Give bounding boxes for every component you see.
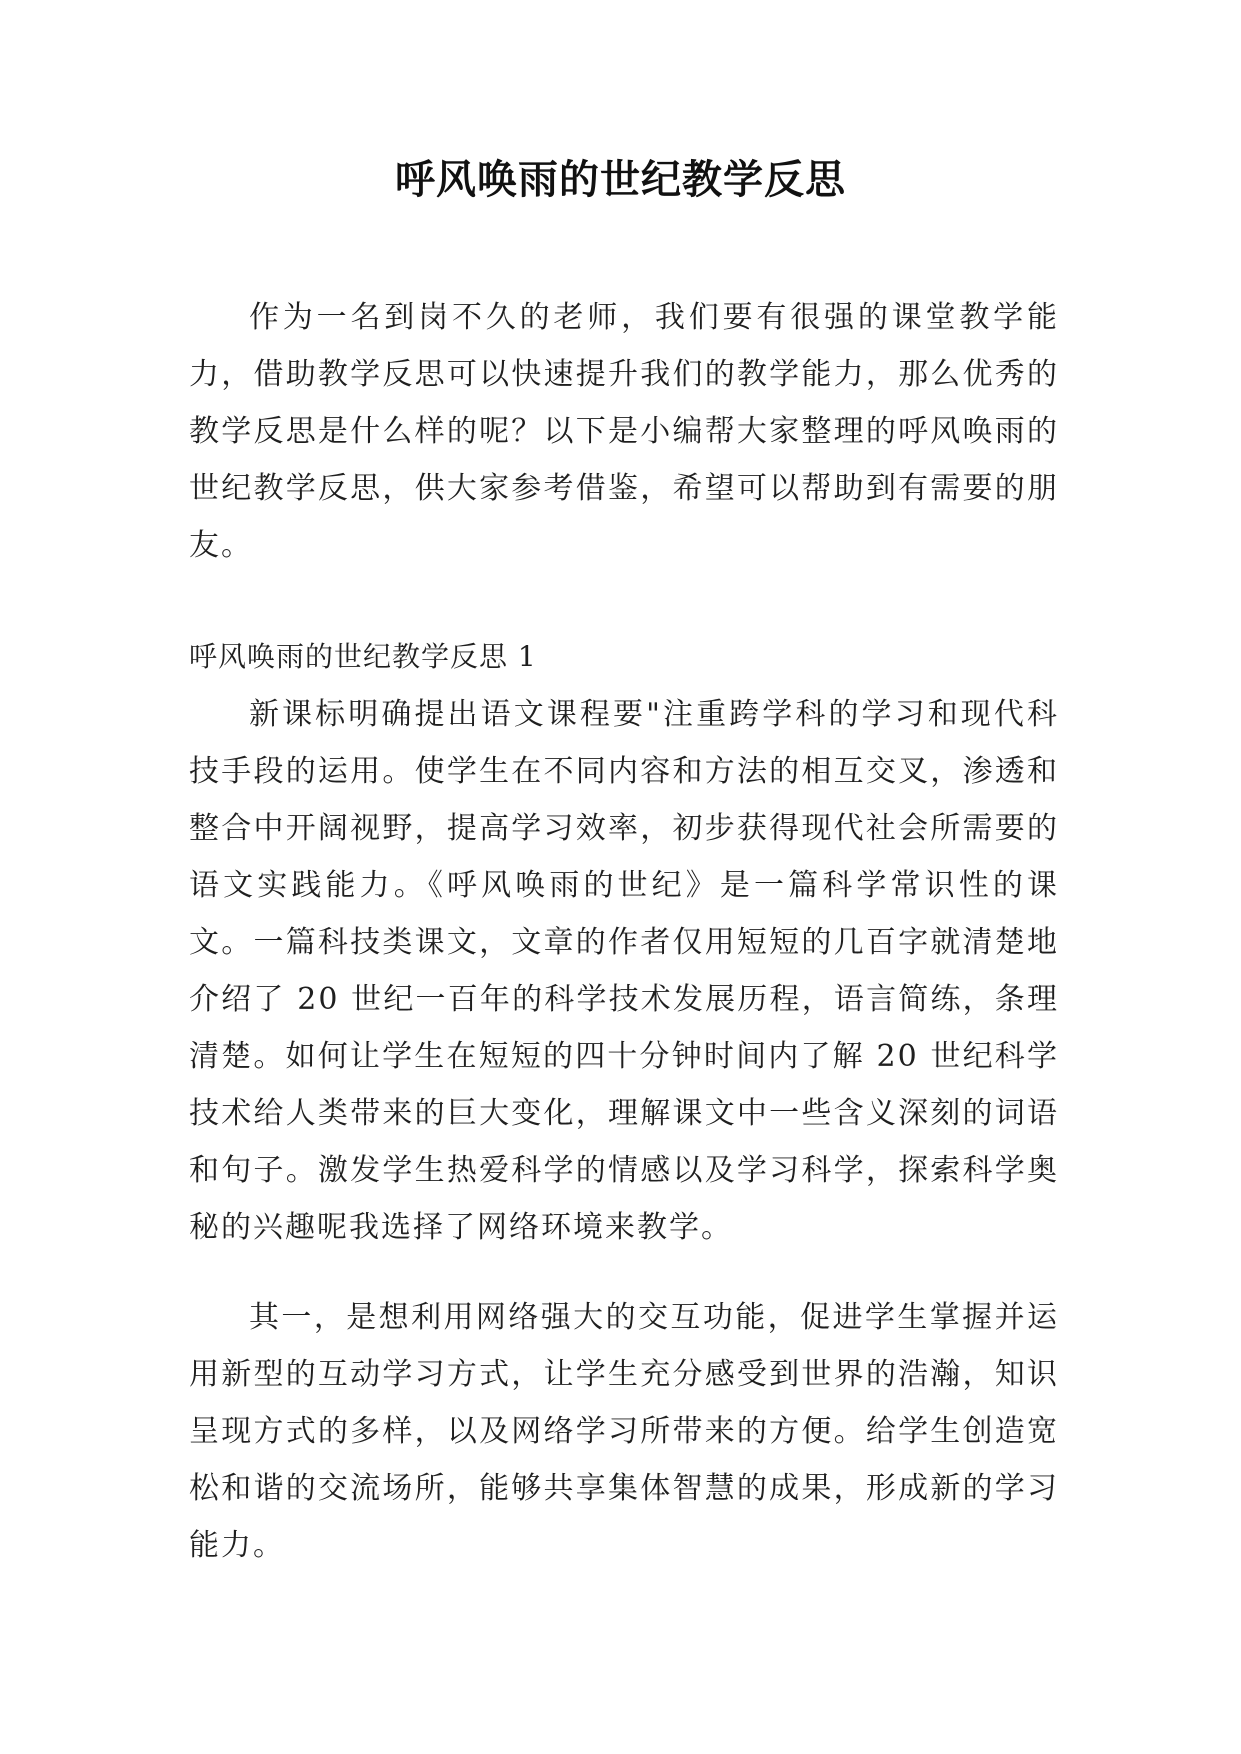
section-paragraph-1: 新课标明确提出语文课程要"注重跨学科的学习和现代科技手段的运用。使学生在不同内容和方法的相互交叉，渗透和整合中开阔视野，提高学习效率，初步获得现代社会所需要的语文实践能力。《呼风唤雨的世纪》是一篇科学常识性的课文。一篇科技类课文，文章的作者仅用短短的几百字就清楚地介绍了 20 世纪一百年的科学技术发展历程，语言简练，条理清楚。如何让学生在短短的四十分钟时间内了解 20 世纪科学技术给人类带来的巨大变化，理解课文中一些含义深刻的词语和句子。激发学生热爱科学的情感以及学习科学，探索科学奥秘的兴趣呢我选择了网络环境来教学。	[189, 697, 1059, 1245]
intro-paragraph: 作为一名到岗不久的老师，我们要有很强的课堂教学能力，借助教学反思可以快速提升我们的教学能力，那么优秀的教学反思是什么样的呢？以下是小编帮大家整理的呼风唤雨的世纪教学反思，供大家参考借鉴，希望可以帮助到有需要的朋友。	[189, 300, 1059, 563]
document-title: 呼风唤雨的世纪教学反思	[395, 156, 846, 203]
section-heading: 呼风唤雨的世纪教学反思 1	[189, 640, 537, 673]
section-paragraph-2: 其一，是想利用网络强大的交互功能，促进学生掌握并运用新型的互动学习方式，让学生充分感受到世界的浩瀚，知识呈现方式的多样，以及网络学习所带来的方便。给学生创造宽松和谐的交流场所，能够共享集体智慧的成果，形成新的学习能力。	[189, 1300, 1059, 1563]
